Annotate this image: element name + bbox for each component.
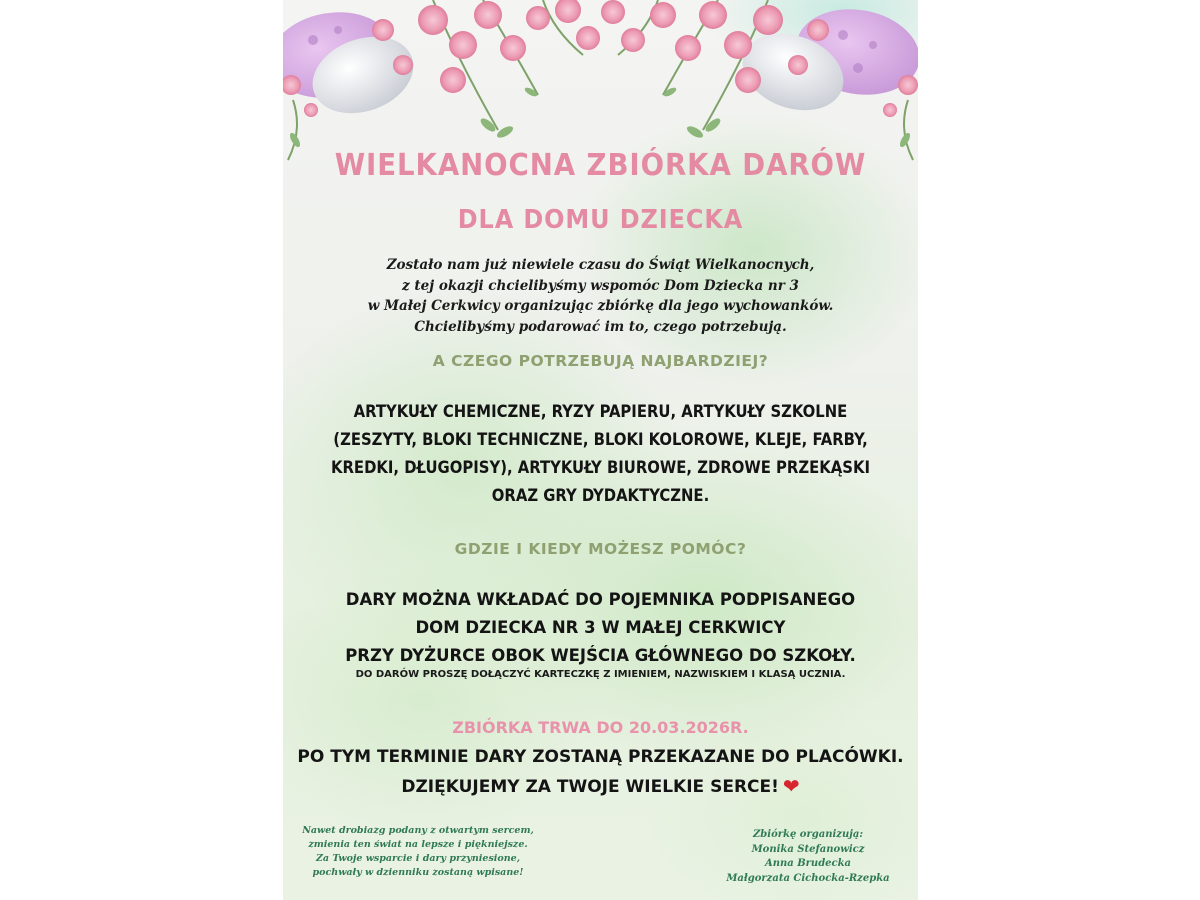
closing-line: DZIĘKUJEMY ZA TWOJE WIELKIE SERCE!: [401, 777, 779, 797]
footer-poem-line: Za Twoje wsparcie i dary przyniesione,: [315, 853, 521, 864]
easter-floral-decoration: [283, 0, 918, 165]
footer-poem-line: pochwały w dzienniku zostaną wpisane!: [312, 867, 524, 878]
intro-paragraph: [283, 255, 918, 337]
note-text: DO DARÓW PROSZĘ DOŁĄCZYĆ KARTECZKĘ Z IMIENIEM, NAZWISKIEM I KLASĄ UCZNIA.: [355, 669, 846, 680]
deadline-text: ZBIÓRKA TRWA DO 20.03.2026R.: [452, 718, 749, 737]
needs-question-heading: A CZEGO POTRZEBUJĄ NAJBARDZIEJ?: [432, 352, 769, 370]
poster-title: WIELKANOCNA ZBIÓRKA DARÓW: [334, 148, 867, 183]
needs-line: (ZESZYTY, BLOKI TECHNICZNE, BLOKI KOLOROWE, KLEJE, FARBY,: [333, 430, 868, 449]
closing-line-with-heart: [283, 772, 918, 802]
intro-line: z tej okazji chcielibyśmy wspomóc Dom Dziecka nr 3: [402, 277, 799, 294]
where-instructions: [283, 586, 918, 670]
easter-donation-poster: [283, 0, 918, 900]
heart-icon: ❤: [782, 774, 800, 798]
intro-line: Chcielibyśmy podarować im to, czego potrzebują.: [414, 318, 787, 335]
organizer-name: Monika Stefanowicz: [751, 843, 865, 855]
footer-poem-line: Nawet drobiazg podany z otwartym sercem,: [302, 825, 534, 836]
where-line: DOM DZIECKA NR 3 W MAŁEJ CERKWICY: [415, 618, 786, 637]
intro-line: Zostało nam już niewiele czasu do Świąt Wielkanocnych,: [386, 257, 815, 273]
closing-text: [283, 743, 918, 802]
footer-poem-line: zmienia ten świat na lepsze i piękniejsze.: [308, 839, 528, 850]
where-question-heading: GDZIE I KIEDY MOŻESZ POMÓC?: [454, 540, 747, 558]
footer-poem: [293, 824, 543, 880]
closing-line: PO TYM TERMINIE DARY ZOSTANĄ PRZEKAZANE DO PLACÓWKI.: [297, 747, 904, 767]
where-line: PRZY DYŻURCE OBOK WEJŚCIA GŁÓWNEGO DO SZKOŁY.: [345, 646, 856, 665]
organizer-name: Anna Brudecka: [764, 858, 852, 869]
needs-line: ORAZ GRY DYDAKTYCZNE.: [491, 486, 710, 505]
poster-subtitle: DLA DOMU DZIECKA: [457, 205, 744, 235]
organizer-name: Małgorzata Cichocka-Rzepka: [726, 872, 890, 884]
needs-line: ARTYKUŁY CHEMICZNE, RYZY PAPIERU, ARTYKUŁY SZKOLNE: [353, 402, 848, 421]
intro-line: w Małej Cerkwicy organizując zbiórkę dla jego wychowanków.: [367, 298, 834, 314]
needs-line: KREDKI, DŁUGOPISY), ARTYKUŁY BIUROWE, ZDROWE PRZEKĄSKI: [331, 458, 870, 477]
footer-organizers: [708, 828, 908, 886]
needs-list: [283, 398, 918, 510]
where-line: DARY MOŻNA WKŁADAĆ DO POJEMNIKA PODPISANEGO: [345, 590, 856, 609]
organizers-heading: Zbiórkę organizują:: [752, 829, 864, 840]
